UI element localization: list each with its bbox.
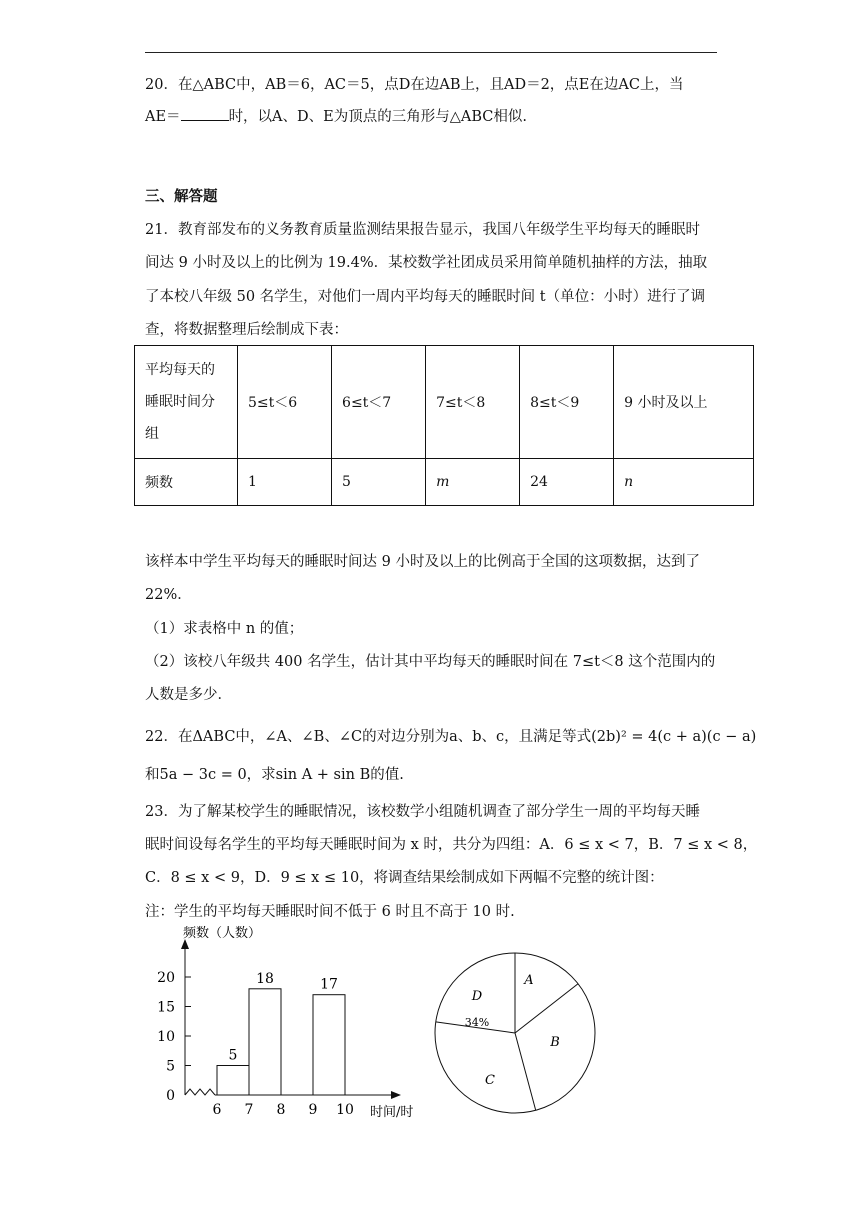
y-tick-label: 5 [166,1058,175,1075]
bar [313,995,345,1095]
bar-value-label: 18 [256,970,274,987]
table-header-cell: 9 小时及以上 [614,346,754,459]
bar [249,989,281,1095]
q20-line2 [145,105,527,126]
pie-slice-label: B [550,1035,560,1050]
table-header-cell: 5≤t＜6 [238,346,332,459]
histogram-chart [140,925,420,1125]
q20-line2-post: 时，以A、D、E为顶点的三角形与△ABC相似. [228,109,527,125]
section-heading: 三、解答题 [145,188,218,205]
top-rule [145,52,717,53]
table-row [135,459,754,506]
table-header-cell: 8≤t＜9 [520,346,614,459]
bar-value-label: 5 [228,1047,238,1064]
table-cell: 频数 [135,459,238,506]
table-cell: 24 [520,459,614,506]
pie-slice-label: C [485,1073,495,1088]
q21-after-line: 人数是多少． [145,687,232,703]
table-header-cell [135,346,238,459]
header-line: 平均每天的 [145,362,215,378]
x-tick-label: 9 [308,1102,318,1118]
q23-line: C．8 ≤ x < 9，D．9 ≤ x ≤ 10，将调查结果绘制成如下两幅不完整的统计图： [145,870,664,886]
table-header-row [135,346,754,459]
y-tick-label: 20 [157,970,175,986]
header-line: 组 [145,426,159,442]
pie-slice-label: A [524,973,534,988]
table-header-cell: 6≤t＜7 [332,346,426,459]
pie-percent-label: 34% [464,1016,490,1029]
q23-note: 注：学生的平均每天睡眠时间不低于 6 时且不高于 10 时. [145,904,515,920]
q21-subquestion-2: （2）该校八年级共 400 名学生，估计其中平均每天的睡眠时间在 7≤t＜8 这个范围内的 [145,654,716,670]
x-tick-label: 7 [244,1102,254,1118]
table-cell: 1 [238,459,332,506]
q23-line: 眠时间设每名学生的平均每天睡眠时间为 x 时，共分为四组：A．6 ≤ x < 7，B．7 ≤ x < 8， [145,837,758,853]
q20-line2-pre: AE＝ [145,109,181,125]
q21-line: 间达 9 小时及以上的比例为 19.4%．某校数学社团成员采用简单随机抽样的方法，抽取 [145,255,708,271]
axis-break [185,1089,215,1095]
table-header-cell: 7≤t＜8 [426,346,520,459]
table-cell: m [426,459,520,506]
y-axis-label: 频数（人数） [183,926,262,941]
q22-line1: 22．在ΔABC中，∠A、∠B、∠C的对边分别为a、b、c，且满足等式(2b)² = 4(c + a)(c − a) [145,729,757,745]
q21-line: 查，将数据整理后绘制成下表： [145,322,348,338]
x-tick-label: 8 [276,1102,286,1118]
q20-answer-blank [181,108,229,121]
y-tick-label: 10 [157,1029,175,1045]
bar-value-label: 17 [320,976,338,993]
x-axis-arrow [391,1091,401,1099]
q21-after-line: 该样本中学生平均每天的睡眠时间达 9 小时及以上的比例高于全国的这项数据，达到了 [145,554,700,570]
q21-subquestion-1: （1）求表格中 n 的值； [145,621,304,637]
q21-line: 21．教育部发布的义务教育质量监测结果报告显示，我国八年级学生平均每天的睡眠时 [145,222,700,238]
pie-slice-label: D [471,989,483,1004]
q21-line: 了本校八年级 50 名学生，对他们一周内平均每天的睡眠时间 t（单位：小时）进行了调 [145,289,706,305]
frequency-table [134,345,754,506]
q23-line: 23．为了解某校学生的睡眠情况，该校数学小组随机调查了部分学生一周的平均每天睡 [145,804,700,820]
header-line: 睡眠时间分 [145,394,215,410]
y-tick-label: 15 [157,999,175,1016]
table-cell: 5 [332,459,426,506]
q22-line2: 和5a − 3c = 0，求sin A + sin B的值. [145,767,404,783]
q20-line1: 20．在△ABC中，AB＝6，AC＝5，点D在边AB上，且AD＝2，点E在边AC上，当 [145,77,684,93]
x-axis-label: 时间/时 [370,1105,414,1120]
pie-chart [425,948,605,1118]
x-tick-label: 10 [336,1102,354,1118]
bar [217,1066,249,1096]
x-tick-label: 6 [212,1102,222,1118]
q21-after-line: 22%． [145,587,192,603]
table-cell: n [614,459,754,506]
y-tick-label: 0 [166,1088,175,1104]
